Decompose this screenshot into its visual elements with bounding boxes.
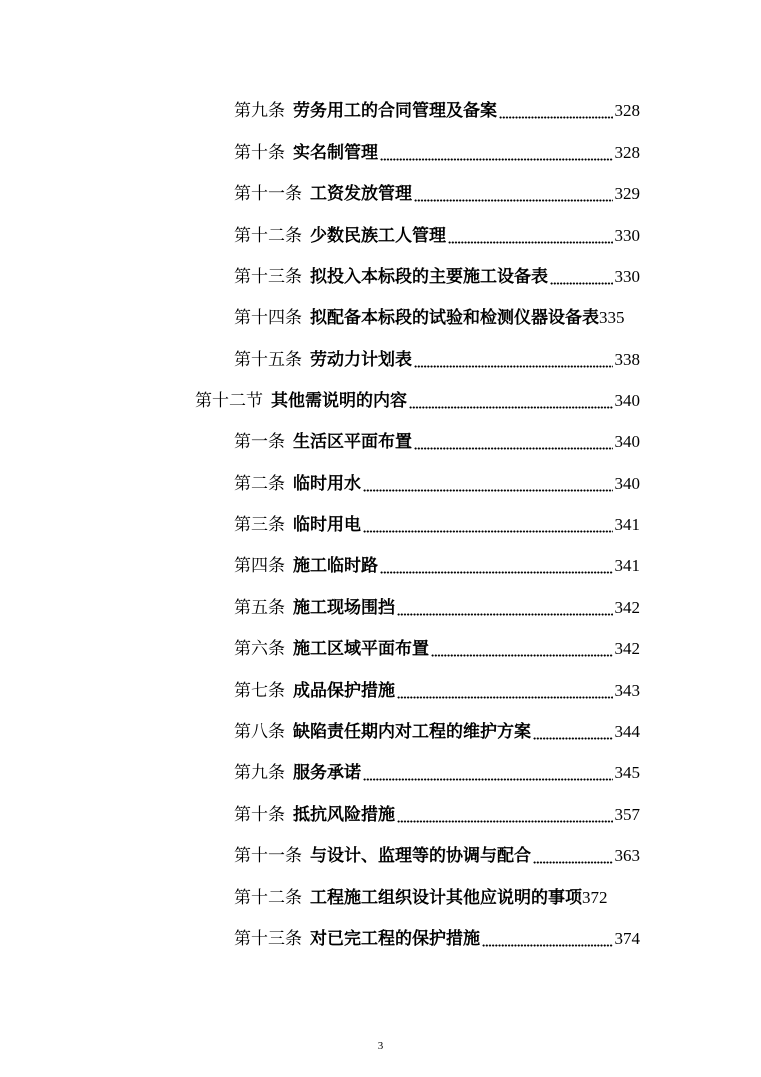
toc-entry-title: 工程施工组织设计其他应说明的事项 (310, 887, 582, 907)
toc-entry-title: 拟配备本标段的试验和检测仪器设备表 (310, 307, 599, 327)
toc-dot-leader (363, 482, 613, 492)
toc-dot-leader (397, 606, 613, 616)
toc-entry-page: 329 (614, 183, 640, 203)
toc-section-entry[interactable] (195, 385, 640, 415)
toc-entry-number: 第十二节 (195, 390, 263, 410)
toc-entry-page: 341 (614, 514, 640, 534)
toc-entry-page: 341 (614, 555, 640, 575)
toc-entry-title: 临时用电 (293, 514, 361, 534)
toc-entry-title: 服务承诺 (293, 762, 361, 782)
toc-entry-title: 缺陷责任期内对工程的维护方案 (293, 721, 531, 741)
toc-entry-number: 第八条 (234, 721, 285, 741)
toc-entry-title: 拟投入本标段的主要施工设备表 (310, 266, 548, 286)
toc-entry-page: 330 (614, 266, 640, 286)
toc-entry-page: 340 (614, 431, 640, 451)
toc-entry-number: 第二条 (234, 473, 285, 493)
toc-entry-number: 第七条 (234, 680, 285, 700)
toc-entry-title: 其他需说明的内容 (271, 390, 407, 410)
toc-dot-leader (448, 234, 613, 244)
toc-entry-title: 劳动力计划表 (310, 349, 412, 369)
toc-entry-title: 与设计、监理等的协调与配合 (310, 845, 531, 865)
toc-entry-title: 施工现场围挡 (293, 597, 395, 617)
toc-entry[interactable] (234, 220, 640, 250)
toc-entry-number: 第十一条 (234, 183, 302, 203)
toc-entry[interactable] (234, 799, 640, 829)
toc-entry-number: 第十五条 (234, 349, 302, 369)
toc-entry-number: 第四条 (234, 555, 285, 575)
toc-entry[interactable] (234, 468, 640, 498)
toc-entry-title: 施工临时路 (293, 555, 378, 575)
toc-entry-number: 第一条 (234, 431, 285, 451)
toc-entry-number: 第十条 (234, 142, 285, 162)
toc-dot-leader (380, 564, 613, 574)
toc-entry-title: 施工区域平面布置 (293, 638, 429, 658)
page-number: 3 (377, 1040, 384, 1052)
toc-entry[interactable] (234, 716, 640, 746)
toc-entry-number: 第六条 (234, 638, 285, 658)
toc-dot-leader (533, 730, 613, 740)
toc-entry[interactable] (234, 344, 640, 374)
toc-entry-page: 374 (614, 928, 640, 948)
toc-dot-leader (397, 813, 613, 823)
toc-entry[interactable] (234, 923, 640, 953)
toc-entry-page: 338 (614, 349, 640, 369)
toc-entry[interactable] (234, 426, 640, 456)
toc-entry-number: 第十三条 (234, 928, 302, 948)
toc-entry-title: 实名制管理 (293, 142, 378, 162)
toc-entry[interactable] (234, 592, 640, 622)
toc-entry[interactable] (234, 95, 640, 125)
toc-entry-title: 少数民族工人管理 (310, 225, 446, 245)
toc-entry[interactable] (234, 137, 640, 167)
toc-entry-page: 357 (614, 804, 640, 824)
toc-entry-title: 生活区平面布置 (293, 431, 412, 451)
toc-dot-leader (533, 854, 613, 864)
toc-entry-page: 335 (599, 307, 625, 327)
toc-entry[interactable] (234, 840, 640, 870)
toc-dot-leader (409, 399, 613, 409)
toc-entry-title: 对已完工程的保护措施 (310, 928, 480, 948)
toc-entry-page: 328 (614, 100, 640, 120)
toc-entry-number: 第五条 (234, 597, 285, 617)
toc-dot-leader (363, 523, 613, 533)
toc-entry-number: 第十一条 (234, 845, 302, 865)
toc-entry[interactable] (234, 675, 640, 705)
toc-dot-leader (414, 358, 613, 368)
toc-dot-leader (499, 109, 613, 119)
toc-entry-number: 第十条 (234, 804, 285, 824)
toc-entry-page: 340 (614, 473, 640, 493)
toc-entry-number: 第九条 (234, 100, 285, 120)
toc-entry-page: 342 (614, 597, 640, 617)
toc-dot-leader (397, 689, 613, 699)
toc-entry-number: 第十四条 (234, 307, 302, 327)
toc-entry-title: 劳务用工的合同管理及备案 (293, 100, 497, 120)
toc-entry[interactable] (234, 882, 646, 912)
toc-dot-leader (414, 440, 613, 450)
toc-entry-page: 328 (614, 142, 640, 162)
toc-entry-title: 临时用水 (293, 473, 361, 493)
toc-entry[interactable] (234, 178, 640, 208)
toc-entry[interactable] (234, 550, 640, 580)
toc-entry[interactable] (234, 509, 640, 539)
toc-entry-number: 第九条 (234, 762, 285, 782)
toc-entry[interactable] (234, 261, 640, 291)
toc-entry-page: 344 (614, 721, 640, 741)
toc-entry-page: 343 (614, 680, 640, 700)
toc-dot-leader (431, 647, 613, 657)
toc-entry-page: 330 (614, 225, 640, 245)
toc-dot-leader (414, 192, 613, 202)
toc-entry[interactable] (234, 633, 640, 663)
toc-entry-page: 345 (614, 762, 640, 782)
toc-entry-number: 第十三条 (234, 266, 302, 286)
toc-dot-leader (380, 151, 613, 161)
toc-entry-number: 第十二条 (234, 225, 302, 245)
toc-dot-leader (550, 275, 613, 285)
toc-entry[interactable] (234, 757, 640, 787)
toc-entry-title: 工资发放管理 (310, 183, 412, 203)
toc-entry-title: 抵抗风险措施 (293, 804, 395, 824)
toc-entry-page: 342 (614, 638, 640, 658)
toc-entry[interactable] (234, 302, 664, 332)
toc-entry-number: 第十二条 (234, 887, 302, 907)
toc-dot-leader (482, 937, 613, 947)
toc-dot-leader (363, 771, 613, 781)
toc-entry-page: 372 (582, 887, 608, 907)
toc-entry-number: 第三条 (234, 514, 285, 534)
toc-entry-page: 363 (614, 845, 640, 865)
toc-entry-title: 成品保护措施 (293, 680, 395, 700)
toc-entry-page: 340 (614, 390, 640, 410)
